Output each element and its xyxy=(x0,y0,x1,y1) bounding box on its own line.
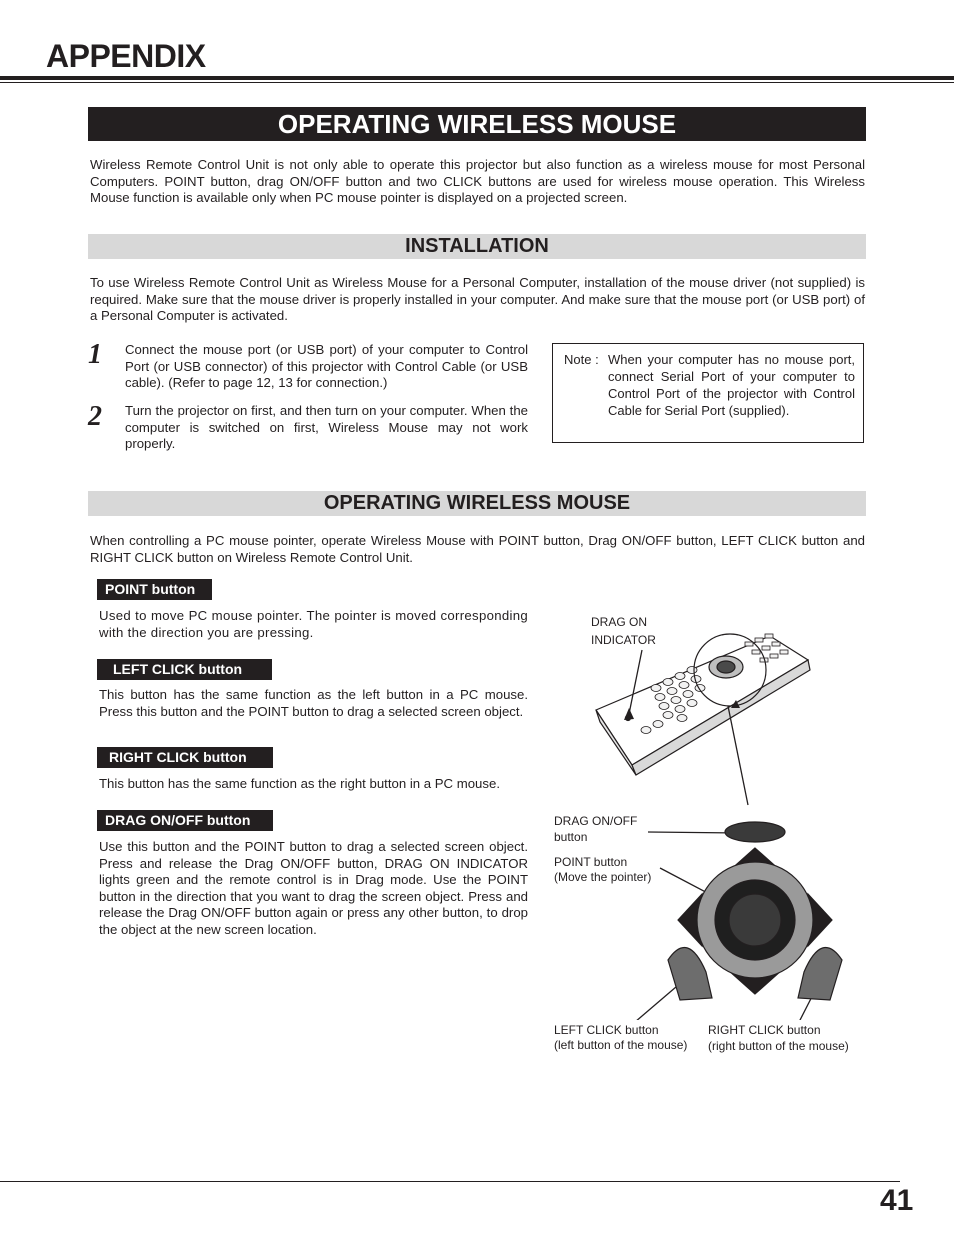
drag-on-indicator-label: INDICATOR xyxy=(591,633,656,647)
left-click-button-text: This button has the same function as the left button in a PC mouse. Press this button and the POINT button to drag a selected screen object. xyxy=(99,687,528,719)
operating-paragraph: When controlling a PC mouse pointer, operate Wireless Mouse with POINT button, Drag ON/OFF button, LEFT CLICK button and RIGHT CLICK button on Wireless Remote Control Unit. xyxy=(90,533,865,565)
appendix-heading: APPENDIX xyxy=(46,38,206,74)
header-rule-thin xyxy=(0,82,954,83)
note-text: When your computer has no mouse port, connect Serial Port of your computer to Control Port of the projector with Control Cable for Serial Port (supplied). xyxy=(608,352,855,418)
step-number: 1 xyxy=(88,339,102,370)
remote-control-illustration xyxy=(596,634,810,775)
note-label: Note : xyxy=(564,352,599,367)
left-click-label: LEFT CLICK button xyxy=(554,1023,659,1037)
drag-on-indicator-label: DRAG ON xyxy=(591,615,648,629)
point-label: POINT button xyxy=(554,855,628,869)
left-click-label: (left button of the mouse) xyxy=(554,1038,688,1052)
drag-onoff-button-text: Use this button and the POINT button to drag a selected screen object. Press and release the Drag ON/OFF button, DRAG ON INDICATOR lights green and the remote control is in Drag mode. Use the POINT button in the direction that you want to drag the screen object. Press and release the Drag ON/OFF button again or press any other button, to drop the object at the new screen location. xyxy=(99,839,528,937)
point-button-text: Used to move PC mouse pointer. The pointer is moved corresponding with the direction you are pressing. xyxy=(99,608,528,640)
step-number: 2 xyxy=(88,401,102,432)
point-button-tag: POINT button xyxy=(97,579,212,600)
remote-control-diagram xyxy=(540,600,870,1020)
drag-onoff-button-tag: DRAG ON/OFF button xyxy=(97,810,273,831)
page-title: OPERATING WIRELESS MOUSE xyxy=(88,107,866,141)
right-click-button-tag: RIGHT CLICK button xyxy=(97,747,273,768)
point-label: (Move the pointer) xyxy=(554,870,652,884)
section-operating-title: OPERATING WIRELESS MOUSE xyxy=(88,491,866,516)
step-text: Turn the projector on first, and then turn on your computer. When the computer is switched on first, Wireless Mouse may not work properly. xyxy=(125,403,528,452)
step-text: Connect the mouse port (or USB port) of your computer to Control Port (or USB connector) of this projector with Control Cable (or USB cable). (Refer to page 12, 13 for connection.) xyxy=(125,342,528,391)
installation-paragraph: To use Wireless Remote Control Unit as Wireless Mouse for a Personal Computer, installation of the mouse driver (not supplied) is required. Make sure that the mouse driver is properly installed in your computer. And make sure that the mouse port (or USB port) of a Personal Computer is activated. xyxy=(90,275,865,324)
drag-onoff-label: button xyxy=(554,830,588,844)
footer-rule xyxy=(0,1181,900,1182)
header-rule xyxy=(0,76,954,80)
right-click-label: RIGHT CLICK button xyxy=(708,1023,821,1037)
section-installation-title: INSTALLATION xyxy=(88,234,866,259)
right-click-button-text: This button has the same function as the right button in a PC mouse. xyxy=(99,776,500,791)
drag-onoff-label: DRAG ON/OFF xyxy=(554,814,638,828)
page-number: 41 xyxy=(880,1184,914,1217)
left-click-button-tag: LEFT CLICK button xyxy=(97,659,272,680)
mouse-pad-illustration xyxy=(668,822,842,1000)
note-box xyxy=(552,343,864,443)
intro-paragraph: Wireless Remote Control Unit is not only able to operate this projector but also function as a wireless mouse for most Personal Computers. POINT button, drag ON/OFF button and two CLICK buttons are used for wireless mouse operation. This Wireless Mouse function is available only when PC mouse pointer is displayed on a projected screen. xyxy=(90,157,865,206)
right-click-label: (right button of the mouse) xyxy=(708,1039,849,1053)
